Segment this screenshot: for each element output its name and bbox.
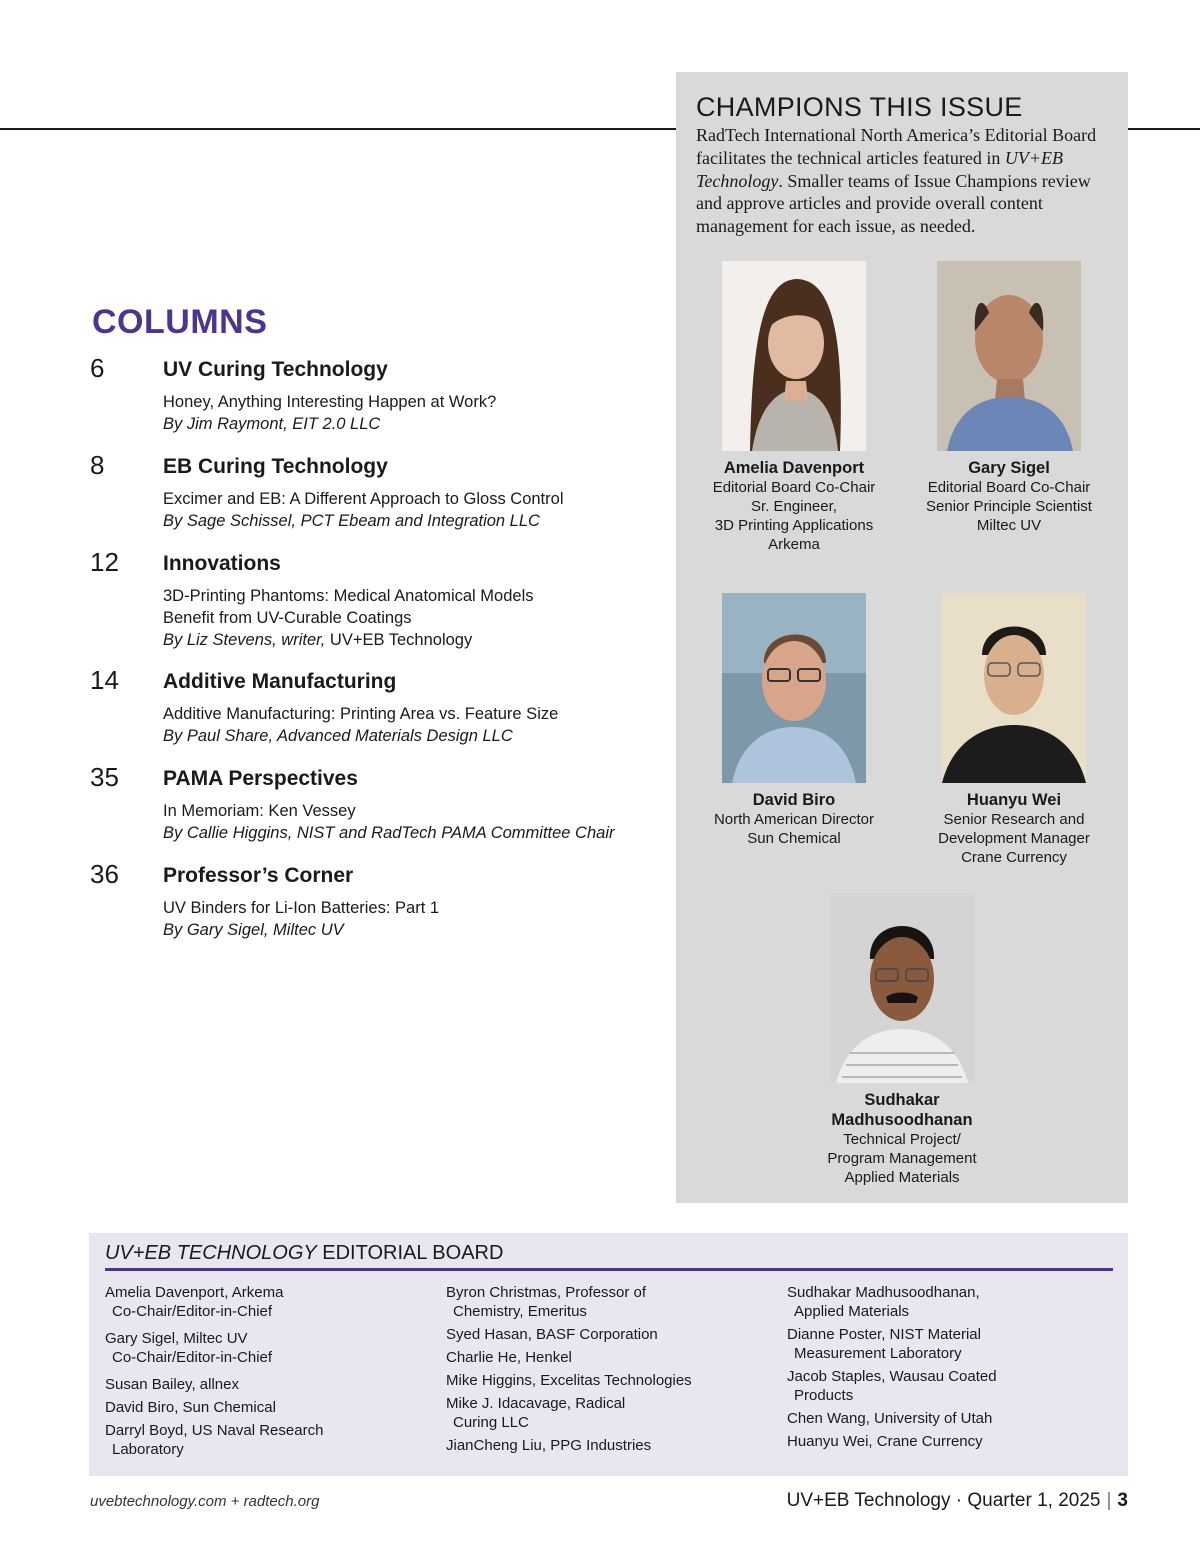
column-heading: Innovations [163, 552, 281, 575]
article-title: Honey, Anything Interesting Happen at Work? [163, 393, 497, 411]
champion-title-line: Crane Currency [961, 849, 1067, 866]
board-member [446, 1283, 766, 1321]
member-detail: Co-Chair/Editor-in-Chief [112, 1349, 273, 1366]
champion-title-line: North American Director [713, 811, 875, 828]
member-name: Dianne Poster, NIST Material [787, 1326, 981, 1343]
member-detail: Chemistry, Emeritus [453, 1303, 587, 1320]
champion-name: Gary Sigel [968, 459, 1050, 477]
member-detail: Products [794, 1387, 854, 1404]
member-name: Chen Wang, University of Utah [787, 1410, 993, 1427]
article-title: Excimer and EB: A Different Approach to Gloss Control [163, 490, 564, 508]
champion-name: Huanyu Wei [966, 791, 1062, 809]
board-column-1 [105, 1283, 425, 1463]
column-heading: Professor’s Corner [163, 864, 354, 887]
champion-title-line: Applied Materials [844, 1169, 960, 1186]
board-member [787, 1367, 1107, 1405]
board-member [787, 1325, 1107, 1363]
board-member [446, 1348, 766, 1367]
member-name: Susan Bailey, allnex [105, 1376, 239, 1393]
member-name: Byron Christmas, Professor of [446, 1284, 647, 1301]
board-member [105, 1283, 425, 1321]
member-name: Huanyu Wei, Crane Currency [787, 1433, 983, 1450]
champion-amelia-davenport [684, 261, 904, 554]
page-number: 35 [90, 762, 119, 792]
byline-italic: By Liz Stevens, writer, [163, 631, 326, 649]
intro-publication: UV+EB Technology [696, 147, 1063, 191]
footer-folio [787, 1490, 1128, 1512]
article-title: UV Binders for Li-Ion Batteries: Part 1 [163, 899, 440, 917]
column-heading: UV Curing Technology [163, 358, 388, 381]
page-number: 8 [90, 450, 105, 480]
champion-name: Amelia Davenport [723, 459, 865, 477]
champion-title-line: Development Manager [938, 830, 1090, 847]
board-member [105, 1329, 425, 1367]
intro-text-1: RadTech International North America’s Editorial Board facilitates the technical articles featured in [696, 125, 1097, 168]
champion-title-line: Editorial Board Co-Chair [712, 479, 876, 496]
member-name: Mike Higgins, Excelitas Technologies [446, 1372, 692, 1389]
article-title: Benefit from UV-Curable Coatings [163, 609, 412, 627]
board-column-3 [787, 1283, 1107, 1455]
article-title: 3D-Printing Phantoms: Medical Anatomical Models [163, 587, 534, 605]
portrait-photo [722, 261, 866, 451]
byline: By Jim Raymont, EIT 2.0 LLC [163, 415, 381, 433]
column-description [163, 897, 439, 941]
member-name: Mike J. Idacavage, Radical [446, 1395, 626, 1412]
board-member [105, 1398, 425, 1417]
champion-title-line: Sun Chemical [747, 830, 841, 847]
champion-title-line: 3D Printing Applications [714, 517, 874, 534]
board-member [787, 1432, 1107, 1451]
board-member [446, 1325, 766, 1344]
champion-sudhakar-madhusoodhanan [792, 893, 1012, 1187]
member-name: David Biro, Sun Chemical [105, 1399, 276, 1416]
board-member [787, 1409, 1107, 1428]
champion-title-line: Sr. Engineer, [751, 498, 837, 515]
byline: By Callie Higgins, NIST and RadTech PAMA Committee Chair [163, 824, 615, 842]
byline-publication: UV+EB Technology [325, 631, 473, 649]
member-name: Gary Sigel, Miltec UV [105, 1330, 248, 1347]
column-description [163, 703, 558, 747]
page-number: 12 [90, 547, 119, 577]
board-member [446, 1371, 766, 1390]
member-name: Jacob Staples, Wausau Coated [787, 1368, 997, 1385]
editorial-board [89, 1233, 1128, 1476]
footer-publication: UV+EB Technology · Quarter 1, 2025 [786, 1490, 1101, 1511]
columns-title: COLUMNS [92, 303, 268, 341]
portrait-photo [937, 261, 1081, 451]
member-detail: Co-Chair/Editor-in-Chief [112, 1303, 273, 1320]
champion-huanyu-wei [904, 593, 1124, 867]
column-description [163, 391, 496, 435]
member-detail: Laboratory [112, 1441, 184, 1458]
column-description [163, 488, 563, 532]
champion-title-line: Miltec UV [976, 517, 1042, 534]
byline [163, 629, 534, 651]
champion-david-biro [684, 593, 904, 848]
board-member [787, 1283, 1107, 1321]
board-title-rest: EDITORIAL BOARD [316, 1242, 504, 1264]
portrait-photo [942, 593, 1086, 783]
article-title: Additive Manufacturing: Printing Area vs. Feature Size [163, 705, 559, 723]
member-name: Darryl Boyd, US Naval Research [105, 1422, 324, 1439]
byline: By Gary Sigel, Miltec UV [163, 921, 344, 939]
column-heading: PAMA Perspectives [163, 767, 358, 790]
champion-title-line: Program Management [827, 1150, 977, 1167]
member-detail: Measurement Laboratory [794, 1345, 962, 1362]
column-heading: Additive Manufacturing [163, 670, 397, 693]
member-name: Charlie He, Henkel [446, 1349, 572, 1366]
champion-name: Sudhakar [864, 1091, 940, 1109]
member-name: Amelia Davenport, Arkema [105, 1284, 284, 1301]
champion-title-line: Senior Principle Scientist [926, 498, 1092, 515]
champion-title-line: Arkema [768, 536, 820, 553]
board-member [105, 1421, 425, 1459]
champion-name: David Biro [752, 791, 836, 809]
page-number: 14 [90, 665, 119, 695]
board-member [446, 1436, 766, 1455]
board-divider [105, 1268, 1113, 1271]
member-name: Sudhakar Madhusoodhanan, [787, 1284, 980, 1301]
portrait-photo [722, 593, 866, 783]
board-member [446, 1394, 766, 1432]
intro-text-2: . Smaller teams of Issue Champions review and approve articles and provide overall content management for each issue, as needed. [696, 170, 1091, 237]
page-number: 3 [1117, 1490, 1128, 1511]
champion-name: Madhusoodhanan [831, 1111, 973, 1129]
byline: By Sage Schissel, PCT Ebeam and Integration LLC [163, 512, 540, 530]
board-member [105, 1375, 425, 1394]
column-description [163, 585, 534, 651]
board-title-publication: UV+EB TECHNOLOGY [105, 1242, 317, 1264]
article-title: In Memoriam: Ken Vessey [163, 802, 356, 820]
board-column-2 [446, 1283, 766, 1459]
champions-title: CHAMPIONS THIS ISSUE [696, 92, 1023, 122]
member-name: Syed Hasan, BASF Corporation [446, 1326, 658, 1343]
champion-gary-sigel [899, 261, 1119, 535]
champion-title-line: Technical Project/ [843, 1131, 961, 1148]
portrait-photo [830, 893, 974, 1083]
champion-title-line: Senior Research and [943, 811, 1085, 828]
champions-intro [696, 124, 1116, 238]
footer-separator: | [1106, 1490, 1112, 1511]
member-detail: Applied Materials [794, 1303, 910, 1320]
page-number: 6 [90, 353, 105, 383]
member-detail: Curing LLC [453, 1414, 529, 1431]
column-heading: EB Curing Technology [163, 455, 388, 478]
member-name: JianCheng Liu, PPG Industries [446, 1437, 652, 1454]
board-title [105, 1242, 503, 1265]
column-description [163, 800, 614, 844]
byline: By Paul Share, Advanced Materials Design LLC [163, 727, 513, 745]
footer-websites: uvebtechnology.com + radtech.org [90, 1493, 320, 1510]
champion-title-line: Editorial Board Co-Chair [927, 479, 1091, 496]
champions-panel [676, 72, 1128, 1203]
page-number: 36 [90, 859, 119, 889]
